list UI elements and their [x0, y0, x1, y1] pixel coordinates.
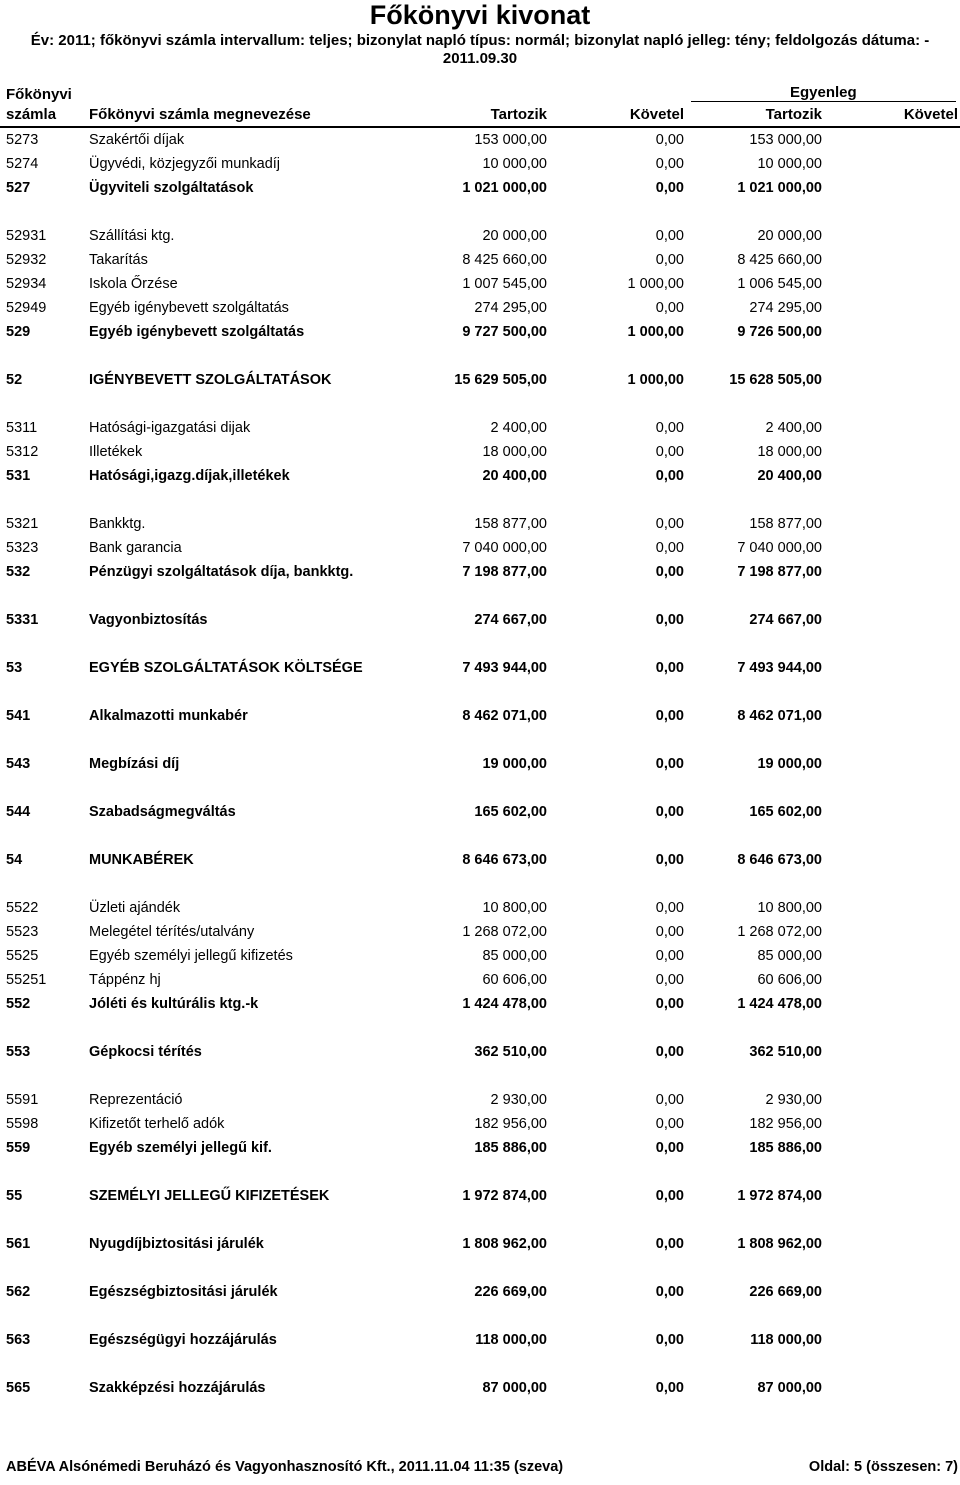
account-code: 562: [6, 1284, 31, 1300]
account-name: EGYÉB SZOLGÁLTATÁSOK KÖLTSÉGE: [89, 660, 363, 676]
footer-page: Oldal: 5 (összesen: 7): [808, 1459, 958, 1475]
account-name: MUNKABÉREK: [89, 852, 194, 868]
account-name: Táppénz hj: [89, 972, 161, 988]
account-name: Melegétel térítés/utalvány: [89, 924, 255, 940]
balance-debit-amount: 2 930,00: [765, 1092, 822, 1108]
balance-debit-amount: 362 510,00: [749, 1044, 822, 1060]
account-name: Egyéb igénybevett szolgáltatás: [89, 324, 305, 340]
account-code: 5311: [6, 420, 38, 436]
debit-amount: 362 510,00: [474, 1044, 547, 1060]
subtotal-row: [0, 801, 960, 823]
balance-debit-amount: 182 956,00: [749, 1116, 822, 1132]
report-subtitle-line2: 2011.09.30: [442, 50, 518, 67]
balance-debit-amount: 10 800,00: [757, 900, 822, 916]
account-code: 5274: [6, 156, 39, 172]
debit-amount: 118 000,00: [475, 1332, 547, 1348]
footer-company: ABÉVA Alsónémedi Beruházó és Vagyonhasznosító Kft., 2011.11.04 11:35 (szeva): [6, 1459, 564, 1475]
debit-amount: 274 295,00: [474, 300, 547, 316]
credit-amount: 0,00: [655, 948, 684, 964]
balance-debit-amount: 7 040 000,00: [737, 540, 822, 556]
account-code: 541: [6, 708, 31, 724]
credit-amount: 0,00: [655, 564, 684, 580]
balance-divider: [691, 101, 956, 102]
account-code: 529: [6, 324, 31, 340]
table-row: [0, 897, 960, 919]
subtotal-row: [0, 1041, 960, 1063]
account-name: Szállítási ktg.: [89, 228, 175, 244]
table-row: [0, 417, 960, 439]
header-rule: [0, 126, 960, 128]
credit-amount: 0,00: [655, 1236, 684, 1252]
account-code: 531: [6, 468, 31, 484]
account-name: Hatósági-igazgatási dijak: [89, 420, 251, 436]
table-row: [0, 297, 960, 319]
debit-amount: 274 667,00: [474, 612, 547, 628]
debit-amount: 2 930,00: [490, 1092, 547, 1108]
debit-amount: 1 021 000,00: [462, 180, 547, 196]
account-name: Szakértői díjak: [89, 132, 185, 148]
balance-debit-amount: 18 000,00: [757, 444, 822, 460]
account-code: 5321: [6, 516, 39, 532]
credit-amount: 0,00: [655, 1044, 684, 1060]
table-row: [0, 945, 960, 967]
debit-amount: 226 669,00: [474, 1284, 547, 1300]
balance-debit-amount: 153 000,00: [749, 132, 822, 148]
account-code: 527: [6, 180, 31, 196]
table-row: [0, 441, 960, 463]
account-code: 5273: [6, 132, 39, 148]
debit-amount: 87 000,00: [482, 1380, 547, 1396]
debit-amount: 185 886,00: [474, 1140, 547, 1156]
account-code: 52932: [6, 252, 47, 268]
subtotal-row: [0, 753, 960, 775]
credit-amount: 0,00: [655, 996, 684, 1012]
credit-amount: 0,00: [655, 156, 684, 172]
account-code: 53: [6, 660, 23, 676]
account-name: Kifizetőt terhelő adók: [89, 1116, 225, 1132]
account-name: Megbízási díj: [89, 756, 180, 772]
report-subtitle: [30, 32, 930, 68]
subtotal-row: [0, 465, 960, 487]
account-code: 559: [6, 1140, 31, 1156]
account-code: 52: [6, 372, 23, 388]
balance-debit-amount: 7 493 944,00: [737, 660, 822, 676]
debit-amount: 158 877,00: [474, 516, 547, 532]
balance-debit-amount: 1 006 545,00: [737, 276, 822, 292]
debit-amount: 165 602,00: [474, 804, 547, 820]
balance-debit-amount: 85 000,00: [757, 948, 822, 964]
account-name: Bankktg.: [89, 516, 146, 532]
account-name: Gépkocsi térítés: [89, 1044, 202, 1060]
account-code: 55: [6, 1188, 23, 1204]
debit-amount: 60 606,00: [482, 972, 547, 988]
report-title: Főkönyvi kivonat: [369, 0, 591, 30]
account-name: Bank garancia: [89, 540, 182, 556]
account-code: 5591: [6, 1092, 39, 1108]
account-code: 5525: [6, 948, 39, 964]
balance-debit-amount: 1 972 874,00: [737, 1188, 822, 1204]
credit-amount: 0,00: [655, 300, 684, 316]
debit-amount: 20 400,00: [482, 468, 547, 484]
header-balance-credit: Követel: [903, 106, 958, 123]
account-name: Szabadságmegváltás: [89, 804, 236, 820]
balance-debit-amount: 8 646 673,00: [737, 852, 822, 868]
debit-amount: 8 462 071,00: [462, 708, 547, 724]
subtotal-row: [0, 609, 960, 631]
debit-amount: 1 268 072,00: [462, 924, 547, 940]
account-code: 561: [6, 1236, 31, 1252]
account-name: Egyéb személyi jellegű kif.: [89, 1140, 272, 1156]
account-name: Jóléti és kultúrális ktg.-k: [89, 996, 259, 1012]
account-name: Illetékek: [89, 444, 143, 460]
credit-amount: 1 000,00: [627, 372, 684, 388]
credit-amount: 0,00: [655, 252, 684, 268]
balance-debit-amount: 19 000,00: [757, 756, 822, 772]
debit-amount: 7 040 000,00: [462, 540, 547, 556]
debit-amount: 85 000,00: [482, 948, 547, 964]
account-code: 55251: [6, 972, 47, 988]
subtotal-row: [0, 657, 960, 679]
account-name: Egyéb személyi jellegű kifizetés: [89, 948, 293, 964]
header-account-name: Főkönyvi számla megnevezése: [89, 106, 311, 123]
credit-amount: 0,00: [655, 708, 684, 724]
account-name: IGÉNYBEVETT SZOLGÁLTATÁSOK: [89, 372, 332, 388]
account-code: 552: [6, 996, 31, 1012]
balance-debit-amount: 87 000,00: [757, 1380, 822, 1396]
credit-amount: 0,00: [655, 924, 684, 940]
account-code: 532: [6, 564, 31, 580]
header-balance: Egyenleg: [790, 84, 857, 101]
credit-amount: 0,00: [655, 1092, 684, 1108]
balance-debit-amount: 1 021 000,00: [737, 180, 822, 196]
account-code: 5323: [6, 540, 39, 556]
balance-debit-amount: 1 424 478,00: [737, 996, 822, 1012]
account-name: Ügyviteli szolgáltatások: [89, 180, 254, 196]
credit-amount: 0,00: [655, 1188, 684, 1204]
balance-debit-amount: 8 425 660,00: [737, 252, 822, 268]
account-code: 5312: [6, 444, 39, 460]
report-subtitle-line1: Év: 2011; főkönyvi számla intervallum: teljes; bizonylat napló típus: normál; bizonylat napló jelleg: tény; feldolgozás dátuma: -: [30, 32, 930, 49]
balance-debit-amount: 10 000,00: [757, 156, 822, 172]
table-row: [0, 1113, 960, 1135]
account-name: Egészségügyi hozzájárulás: [89, 1332, 277, 1348]
debit-amount: 10 800,00: [482, 900, 547, 916]
account-code: 52931: [6, 228, 47, 244]
credit-amount: 0,00: [655, 1284, 684, 1300]
credit-amount: 0,00: [655, 516, 684, 532]
account-name: Ügyvédi, közjegyzői munkadíj: [89, 156, 281, 172]
table-row: [0, 249, 960, 271]
account-name: Iskola Őrzése: [89, 276, 178, 292]
header-debit: Tartozik: [490, 106, 547, 123]
account-code: 52934: [6, 276, 47, 292]
balance-debit-amount: 7 198 877,00: [737, 564, 822, 580]
account-name: Nyugdíjbiztositási járulék: [89, 1236, 264, 1252]
credit-amount: 0,00: [655, 900, 684, 916]
subtotal-row: [0, 1377, 960, 1399]
account-name: Egyéb igénybevett szolgáltatás: [89, 300, 289, 316]
account-name: Vagyonbiztosítás: [89, 612, 208, 628]
credit-amount: 0,00: [655, 804, 684, 820]
balance-debit-amount: 158 877,00: [749, 516, 822, 532]
balance-debit-amount: 274 295,00: [749, 300, 822, 316]
credit-amount: 0,00: [655, 180, 684, 196]
debit-amount: 7 198 877,00: [462, 564, 547, 580]
account-name: Takarítás: [89, 252, 148, 268]
credit-amount: 0,00: [655, 132, 684, 148]
table-row: [0, 921, 960, 943]
account-name: Egészségbiztositási járulék: [89, 1284, 278, 1300]
subtotal-row: [0, 1137, 960, 1159]
account-code: 563: [6, 1332, 31, 1348]
credit-amount: 0,00: [655, 756, 684, 772]
credit-amount: 0,00: [655, 444, 684, 460]
debit-amount: 1 972 874,00: [462, 1188, 547, 1204]
balance-debit-amount: 60 606,00: [757, 972, 822, 988]
subtotal-row: [0, 1281, 960, 1303]
balance-debit-amount: 20 000,00: [757, 228, 822, 244]
credit-amount: 0,00: [655, 540, 684, 556]
balance-debit-amount: 2 400,00: [765, 420, 822, 436]
subtotal-row: [0, 1185, 960, 1207]
table-row: [0, 153, 960, 175]
header-credit: Követel: [629, 106, 684, 123]
credit-amount: 0,00: [655, 228, 684, 244]
account-name: Üzleti ajándék: [89, 900, 181, 916]
debit-amount: 7 493 944,00: [462, 660, 547, 676]
balance-debit-amount: 165 602,00: [749, 804, 822, 820]
credit-amount: 0,00: [655, 972, 684, 988]
credit-amount: 0,00: [655, 612, 684, 628]
credit-amount: 0,00: [655, 1116, 684, 1132]
account-code: 5598: [6, 1116, 39, 1132]
account-code: 553: [6, 1044, 31, 1060]
account-code: 5331: [6, 612, 39, 628]
credit-amount: 0,00: [655, 420, 684, 436]
subtotal-row: [0, 1233, 960, 1255]
account-code: 52949: [6, 300, 47, 316]
debit-amount: 153 000,00: [474, 132, 547, 148]
debit-amount: 1 424 478,00: [462, 996, 547, 1012]
account-code: 544: [6, 804, 31, 820]
table-row: [0, 537, 960, 559]
balance-debit-amount: 1 808 962,00: [737, 1236, 822, 1252]
debit-amount: 8 646 673,00: [462, 852, 547, 868]
balance-debit-amount: 274 667,00: [749, 612, 822, 628]
account-name: Reprezentáció: [89, 1092, 183, 1108]
subtotal-row: [0, 705, 960, 727]
account-code: 5523: [6, 924, 39, 940]
subtotal-row: [0, 561, 960, 583]
credit-amount: 0,00: [655, 468, 684, 484]
balance-debit-amount: 185 886,00: [749, 1140, 822, 1156]
debit-amount: 1 007 545,00: [462, 276, 547, 292]
subtotal-row: [0, 321, 960, 343]
debit-amount: 19 000,00: [482, 756, 547, 772]
subtotal-row: [0, 849, 960, 871]
header-account-line2: számla: [6, 106, 57, 123]
header-account-line1: Főkönyvi: [6, 86, 72, 103]
debit-amount: 182 956,00: [474, 1116, 547, 1132]
subtotal-row: [0, 1329, 960, 1351]
credit-amount: 0,00: [655, 1380, 684, 1396]
credit-amount: 0,00: [655, 1140, 684, 1156]
balance-debit-amount: 8 462 071,00: [737, 708, 822, 724]
table-row: [0, 129, 960, 151]
balance-debit-amount: 118 000,00: [750, 1332, 822, 1348]
account-code: 565: [6, 1380, 31, 1396]
credit-amount: 1 000,00: [627, 324, 684, 340]
account-name: SZEMÉLYI JELLEGŰ KIFIZETÉSEK: [89, 1188, 330, 1204]
debit-amount: 1 808 962,00: [462, 1236, 547, 1252]
balance-debit-amount: 9 726 500,00: [737, 324, 822, 340]
account-code: 543: [6, 756, 31, 772]
account-name: Hatósági,igazg.díjak,illetékek: [89, 468, 290, 484]
subtotal-row: [0, 993, 960, 1015]
subtotal-row: [0, 177, 960, 199]
credit-amount: 0,00: [655, 660, 684, 676]
table-row: [0, 1089, 960, 1111]
debit-amount: 18 000,00: [482, 444, 547, 460]
balance-debit-amount: 1 268 072,00: [737, 924, 822, 940]
balance-debit-amount: 15 628 505,00: [729, 372, 822, 388]
debit-amount: 2 400,00: [490, 420, 547, 436]
account-name: Pénzügyi szolgáltatások díja, bankktg.: [89, 564, 354, 580]
debit-amount: 8 425 660,00: [462, 252, 547, 268]
table-row: [0, 969, 960, 991]
account-code: 54: [6, 852, 23, 868]
subtotal-row: [0, 369, 960, 391]
debit-amount: 20 000,00: [482, 228, 547, 244]
credit-amount: 0,00: [655, 852, 684, 868]
account-code: 5522: [6, 900, 39, 916]
table-row: [0, 513, 960, 535]
account-name: Alkalmazotti munkabér: [89, 708, 248, 724]
credit-amount: 1 000,00: [627, 276, 684, 292]
credit-amount: 0,00: [655, 1332, 684, 1348]
table-row: [0, 225, 960, 247]
header-balance-debit: Tartozik: [765, 106, 822, 123]
table-row: [0, 273, 960, 295]
debit-amount: 9 727 500,00: [462, 324, 547, 340]
debit-amount: 10 000,00: [482, 156, 547, 172]
debit-amount: 15 629 505,00: [454, 372, 547, 388]
balance-debit-amount: 226 669,00: [749, 1284, 822, 1300]
account-name: Szakképzési hozzájárulás: [89, 1380, 266, 1396]
balance-debit-amount: 20 400,00: [757, 468, 822, 484]
